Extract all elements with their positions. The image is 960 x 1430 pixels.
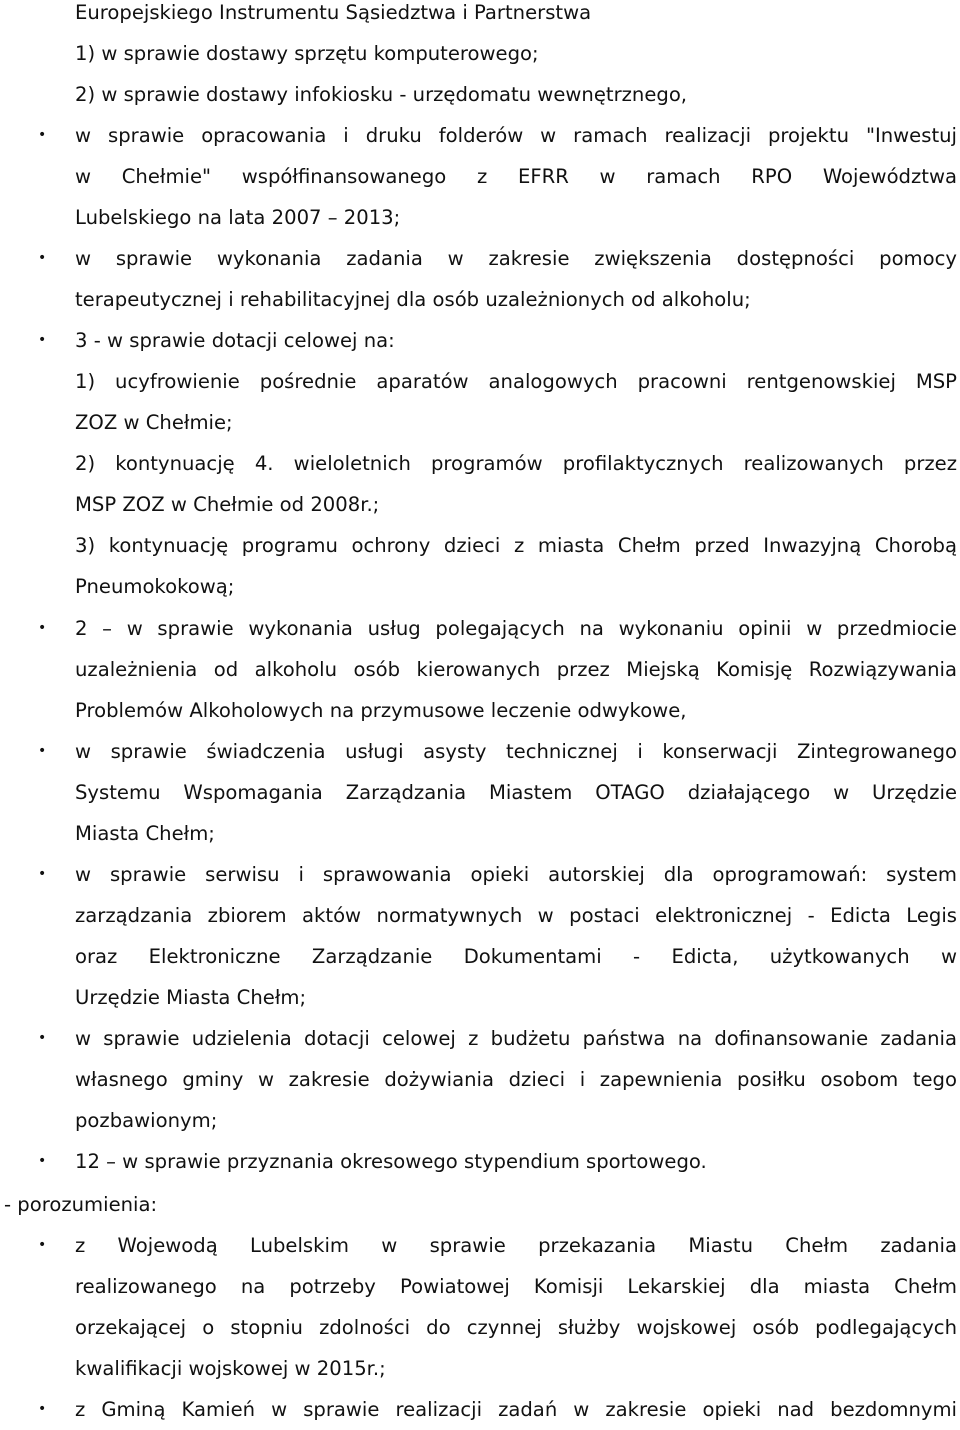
bullet-marker: • [38, 250, 47, 266]
text-line: własnego gminy w zakresie dożywiania dzieci i zapewnienia posiłku osobom tego [75, 1068, 957, 1091]
text-line: terapeutycznej i rehabilitacyjnej dla osób uzależnionych od alkoholu; [75, 288, 751, 311]
text-line: w sprawie wykonania zadania w zakresie zwiększenia dostępności pomocy [75, 247, 957, 270]
text-line: 2) w sprawie dostawy infokiosku - urzędomatu wewnętrznego, [75, 83, 688, 106]
text-line: w sprawie serwisu i sprawowania opieki autorskiej dla oprogramowań: system [75, 863, 957, 886]
text-line: MSP ZOZ w Chełmie od 2008r.; [75, 493, 380, 516]
text-line: 1) w sprawie dostawy sprzętu komputerowego; [75, 42, 539, 65]
text-line: ZOZ w Chełmie; [75, 411, 233, 434]
text-line: 3) kontynuację programu ochrony dzieci z miasta Chełm przed Inwazyjną Chorobą [75, 534, 957, 557]
text-line: w sprawie udzielenia dotacji celowej z budżetu państwa na dofinansowanie zadania [75, 1027, 957, 1050]
list-item [75, 238, 957, 320]
text-line: Miasta Chełm; [75, 822, 215, 845]
list-item [75, 608, 957, 731]
text-line: w sprawie świadczenia usługi asysty technicznej i konserwacji Zintegrowanego [75, 740, 957, 763]
text-line: 2) kontynuację 4. wieloletnich programów profilaktycznych realizowanych przez [75, 452, 957, 475]
text-line: Europejskiego Instrumentu Sąsiedztwa i Partnerstwa [75, 1, 592, 24]
text-line: kwalifikacji wojskowej w 2015r.; [75, 1357, 386, 1380]
text-line: orzekającej o stopniu zdolności do czynnej służby wojskowej osób podlegających [75, 1316, 957, 1339]
text-line: oraz Elektroniczne Zarządzanie Dokumentami - Edicta, użytkowanych w [75, 945, 957, 968]
bullet-marker: • [38, 866, 47, 882]
list-item [75, 1225, 957, 1389]
top-lines [75, 0, 957, 115]
list-item [75, 320, 957, 607]
bullet-marker: • [38, 332, 47, 348]
text-line: realizowanego na potrzeby Powiatowej Komisji Lekarskiej dla miasta Chełm [75, 1275, 957, 1298]
text-line: Problemów Alkoholowych na przymusowe leczenie odwykowe, [75, 699, 687, 722]
section-label: - porozumienia: [4, 1193, 158, 1216]
list-item [75, 1141, 957, 1182]
list-item [75, 854, 957, 1018]
text-line: Urzędzie Miasta Chełm; [75, 986, 307, 1009]
bullet-marker: • [38, 127, 47, 143]
text-line: Lubelskiego na lata 2007 – 2013; [75, 206, 401, 229]
text-line: Pneumokokową; [75, 575, 235, 598]
text-line: Systemu Wspomagania Zarządzania Miastem OTAGO działającego w Urzędzie [75, 781, 957, 804]
text-line: zarządzania zbiorem aktów normatywnych w postaci elektronicznej - Edicta Legis [75, 904, 957, 927]
text-line: w Chełmie" współfinansowanego z EFRR w ramach RPO Województwa [75, 165, 957, 188]
text-line: uzależnienia od alkoholu osób kierowanych przez Miejską Komisję Rozwiązywania [75, 658, 957, 681]
list-item [75, 115, 957, 238]
list-item [75, 731, 957, 854]
list-item [75, 1018, 957, 1141]
bullet-marker: • [38, 743, 47, 759]
text-line: 2 – w sprawie wykonania usług polegających na wykonaniu opinii w przedmiocie [75, 617, 957, 640]
bullet-marker: • [38, 620, 47, 636]
bullet-marker: • [38, 1401, 47, 1417]
text-line: z Gminą Kamień w sprawie realizacji zadań w zakresie opieki nad bezdomnymi [75, 1398, 957, 1421]
bullet-marker: • [38, 1030, 47, 1046]
text-line: pozbawionym; [75, 1109, 218, 1132]
bullet-marker: • [38, 1237, 47, 1253]
text-line: 3 - w sprawie dotacji celowej na: [75, 329, 395, 352]
bullet-marker: • [38, 1153, 47, 1169]
list-item [75, 1389, 957, 1430]
text-line: 12 – w sprawie przyznania okresowego stypendium sportowego. [75, 1150, 707, 1173]
text-line: w sprawie opracowania i druku folderów w ramach realizacji projektu "Inwestuj [75, 124, 957, 147]
text-line: 1) ucyfrowienie pośrednie aparatów analogowych pracowni rentgenowskiej MSP [75, 370, 957, 393]
text-line: z Wojewodą Lubelskim w sprawie przekazania Miastu Chełm zadania [75, 1234, 957, 1257]
